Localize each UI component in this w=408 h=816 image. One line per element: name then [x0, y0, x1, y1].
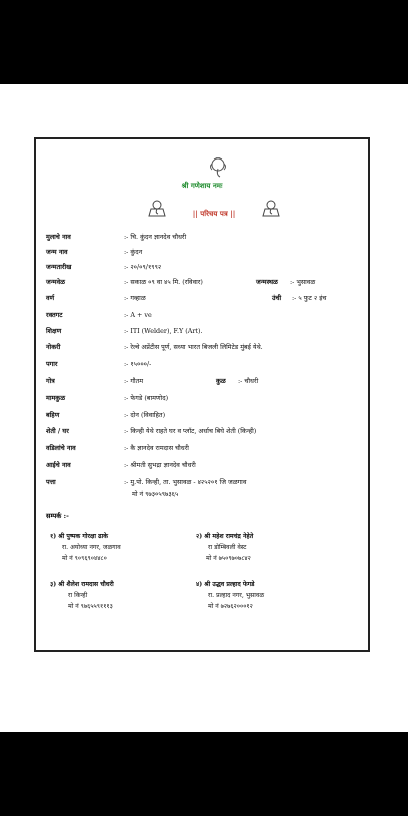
- field-label: जन्मतारीख: [46, 263, 72, 271]
- field-extra-label: जन्मस्थळ: [256, 278, 278, 286]
- field-label: पगार: [46, 360, 58, 368]
- contact-name: १) श्री पुष्पक गोरक्षा ढाके: [50, 533, 109, 540]
- field-label: नोकरी: [46, 343, 61, 351]
- contact-name: ३) श्री शैलेश रामदास चौधरी: [50, 581, 114, 588]
- field-row: [46, 276, 362, 288]
- field-label: गोत्र: [46, 377, 55, 385]
- ganesh-icon: [208, 157, 228, 179]
- field-row: [46, 375, 362, 387]
- field-label: बहिण: [46, 411, 60, 419]
- contact-address: रा किन्ही: [68, 592, 88, 599]
- contact-card: [50, 531, 121, 564]
- biodata-card: [34, 137, 370, 652]
- field-value: :- फेगडे (बामणोद): [124, 394, 169, 402]
- field-label: आईचे नाव: [46, 461, 71, 469]
- document-page: [0, 84, 408, 732]
- field-label: मुलाचे नाव: [46, 233, 71, 241]
- field-value: :- २०/०९/१९९२: [124, 263, 162, 271]
- ganesh-icon-left: [146, 197, 168, 219]
- field-label: शिक्षण: [46, 327, 62, 335]
- contacts-heading: सम्पर्क :-: [46, 512, 69, 520]
- contact-address: रा. प्रल्हाद नगर, भुसावळ: [208, 592, 265, 599]
- field-value: :- किन्ही येथे राहते घर व प्लॉट, अर्धाच बिघे शेती (किन्ही): [124, 427, 257, 435]
- field-value: :- दोन (विवाहित): [124, 411, 166, 419]
- contact-phone: मो नं ७५०९७०७८४२: [206, 555, 251, 562]
- contact-card: [50, 579, 114, 612]
- field-extra-label: उंची: [272, 294, 282, 302]
- field-label: वडिलांचे नाव: [46, 444, 76, 452]
- field-value: :- गौतम: [124, 377, 144, 385]
- contact-phone: मो नं ७२७६२०००१२: [208, 603, 253, 610]
- field-value: :- मु.पो. किन्ही, ता. भुसावळ - ४२५२०१ जि जळगाव: [124, 478, 247, 486]
- field-value: :- A + ve: [124, 311, 152, 319]
- contact-card: [196, 579, 264, 612]
- field-label: रक्तगट: [46, 311, 63, 319]
- contact-card: [196, 531, 253, 564]
- field-label: जन्म नाव: [46, 248, 68, 256]
- contact-phone: मो नं ९७६५५९१११३: [68, 603, 113, 610]
- contact-address: रा. अयोध्या नगर, जळगाव: [62, 544, 121, 551]
- field-label: शेती / घर: [46, 427, 69, 435]
- field-extra-label: कुळ: [216, 377, 226, 385]
- contact-phone: मो नं ९०९६९०४४८०: [62, 555, 107, 562]
- field-value: :- ITI (Welder), F.Y (Art).: [124, 327, 203, 335]
- field-row: [46, 292, 362, 304]
- field-value: मो नं ९७३०५९७३६५: [132, 490, 179, 498]
- field-value: :- १५०००/-: [124, 360, 152, 368]
- field-value: :- रेल्वे अप्रेंटीस पूर्ण, सध्या भारत बिजली लिमिटेड मुंबई येथे.: [124, 343, 263, 351]
- contact-name: ४) श्री उद्धव प्रल्हाद फेगडे: [196, 581, 255, 588]
- field-label: मामकुळ: [46, 394, 66, 402]
- field-value: :- कै ज्ञानदेव रामदास चौधरी: [124, 444, 189, 452]
- field-value: :- श्रीमती सुभद्रा ज्ञानदेव चौधरी: [124, 461, 196, 469]
- field-extra-value: :- भुसावळ: [290, 278, 316, 286]
- contact-name: २) श्री महेश रामचंद्र नेहेते: [196, 533, 254, 540]
- field-extra-value: :- चौधरी: [238, 377, 259, 385]
- field-value: :- सकाळ ०९ वा ४५ मि. (रविवार): [124, 278, 203, 286]
- field-value: :- गव्हाळ: [124, 294, 146, 302]
- field-extra-value: :- ५ फुट २ इंच: [292, 294, 327, 302]
- ganesh-icon-right: [260, 197, 282, 219]
- contact-address: रा डोम्बिवली वेस्ट: [208, 544, 247, 551]
- document-title: || परिचय पत्र ||: [192, 209, 236, 218]
- field-label: जन्मवेळ: [46, 278, 66, 286]
- field-label: वर्ण: [46, 294, 55, 302]
- field-value: :- कुंदन: [124, 248, 143, 256]
- invocation-text: श्री गणेशाय नमः: [181, 181, 223, 190]
- field-label: पत्ता: [46, 478, 56, 486]
- field-value: :- चि. कुंदन ज्ञानदेव चौधरी: [124, 233, 187, 241]
